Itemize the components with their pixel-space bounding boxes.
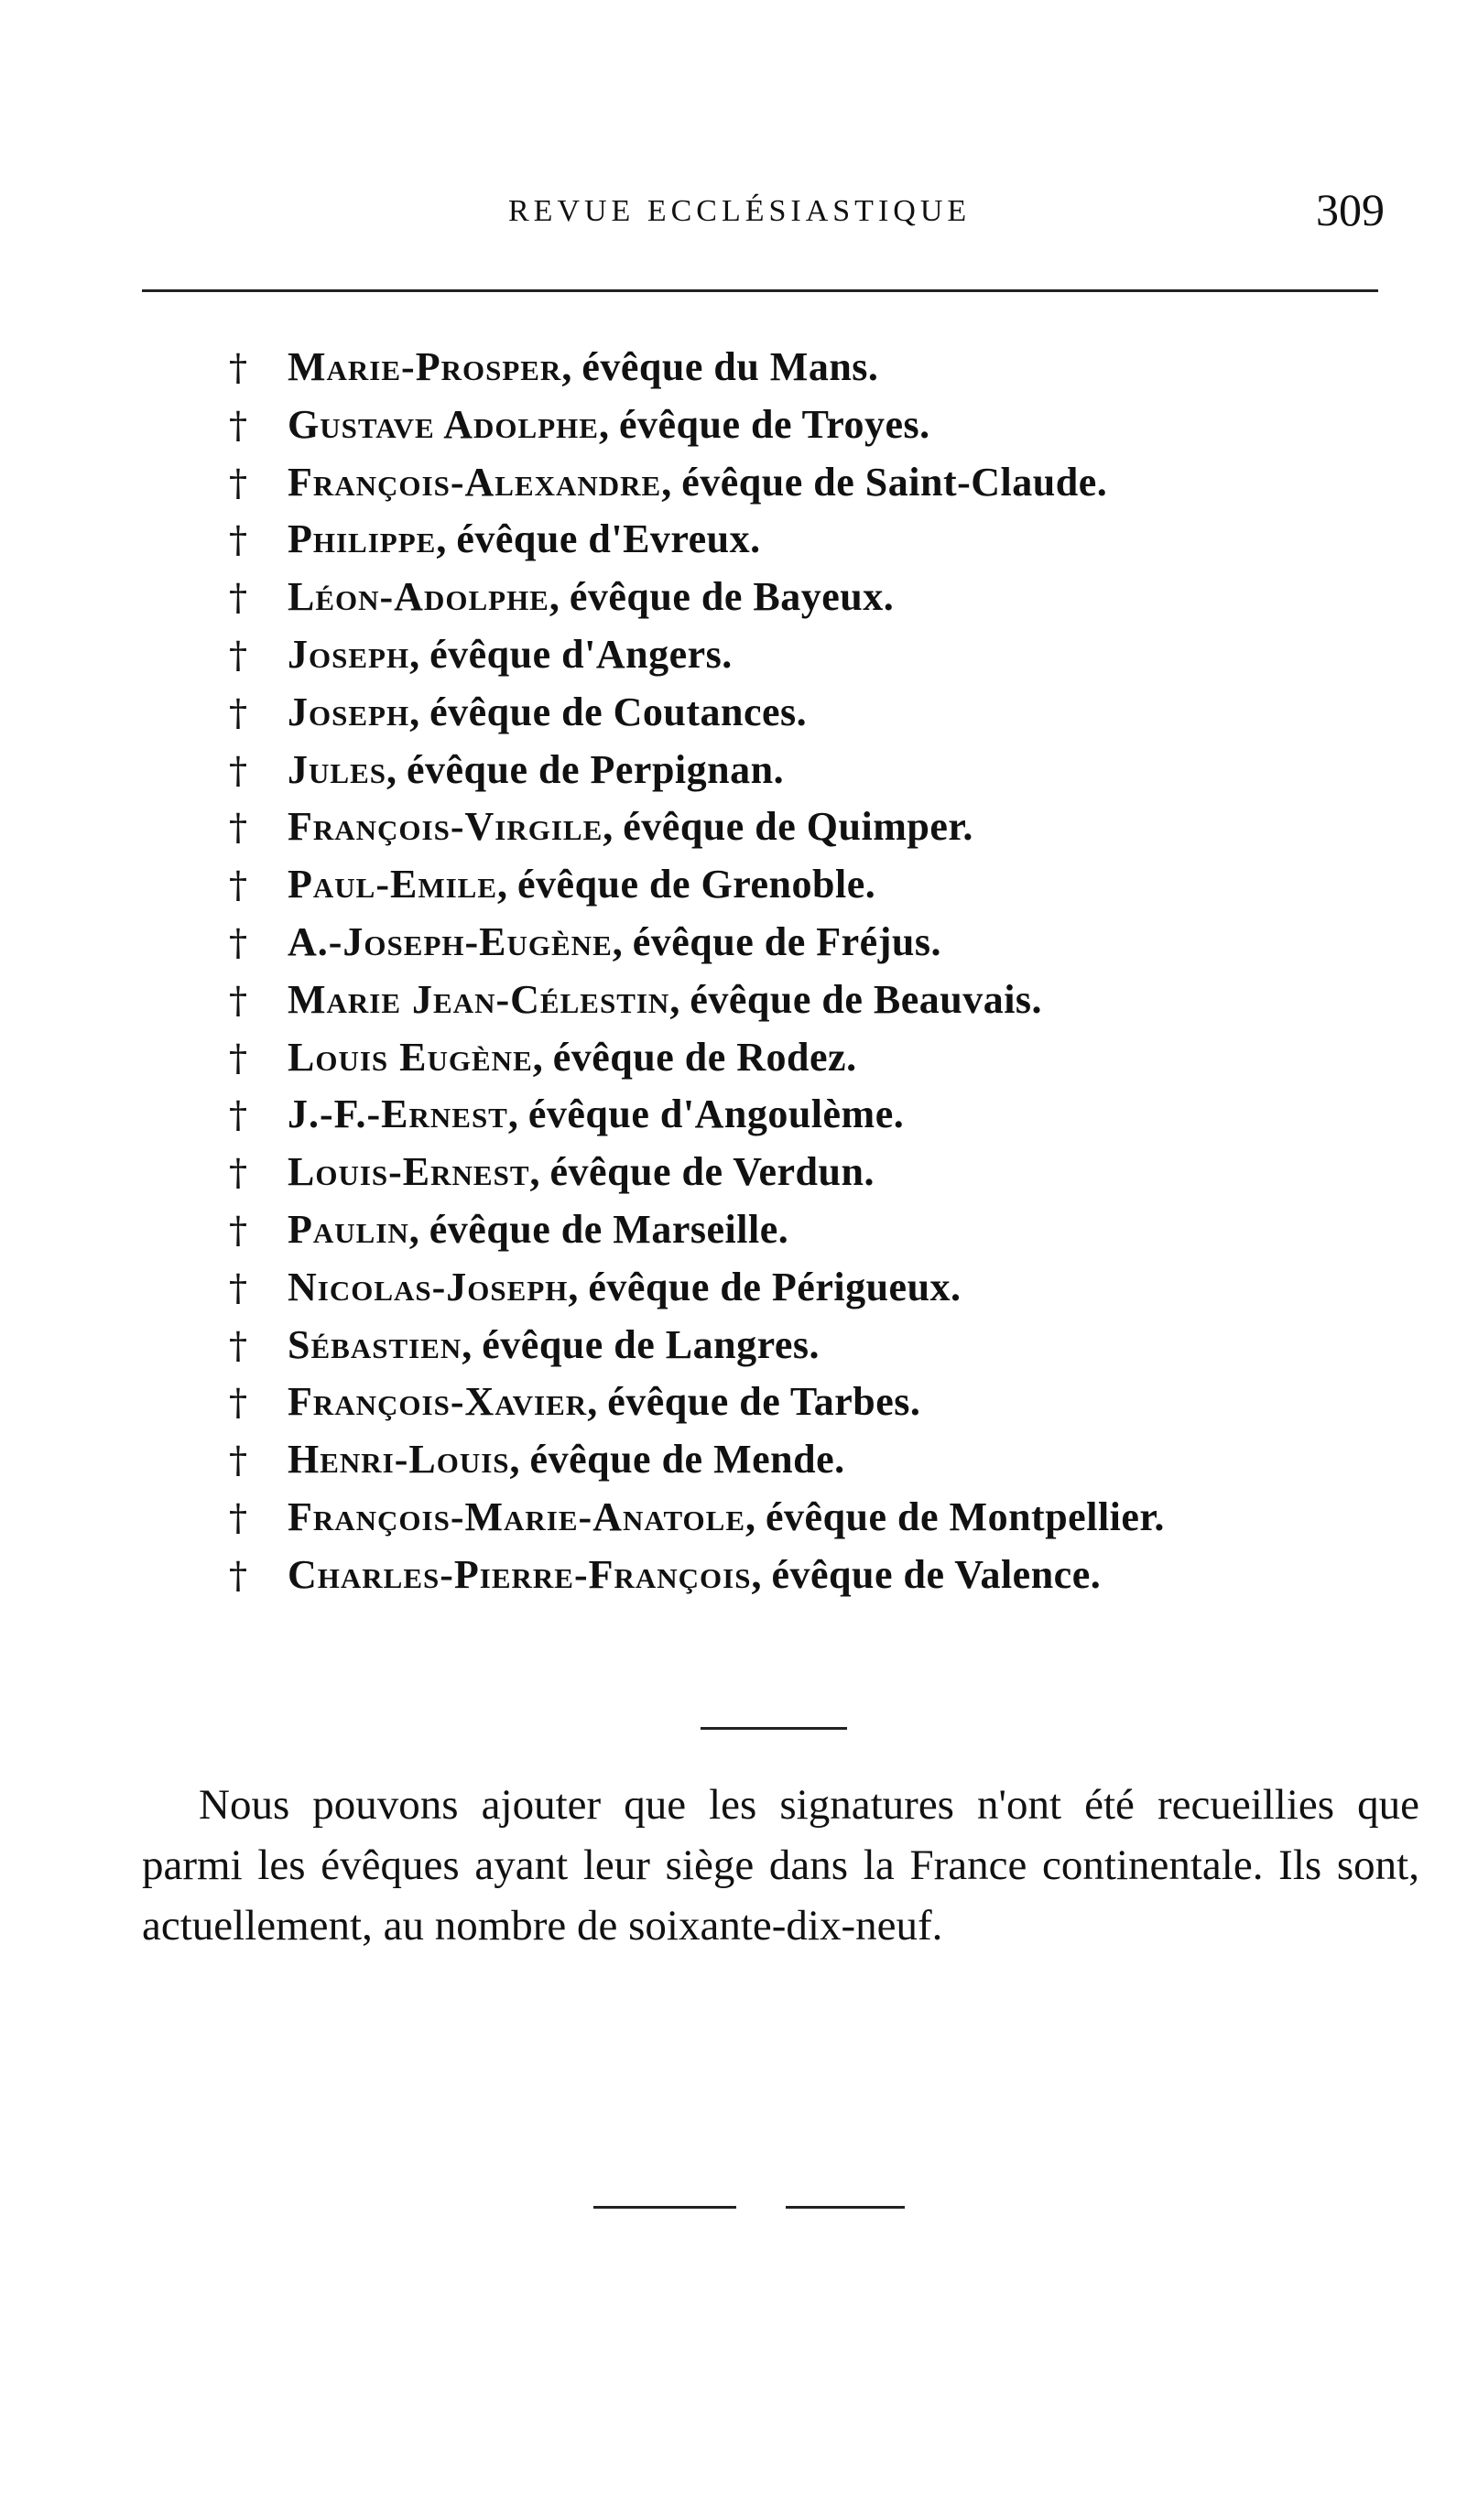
bishop-name: Paulin xyxy=(288,1206,409,1252)
cross-icon: † xyxy=(229,1439,247,1483)
bishop-entry xyxy=(229,626,1419,684)
separator: , xyxy=(386,746,407,792)
separator: , xyxy=(409,631,430,677)
separator: , xyxy=(497,862,518,907)
cross-icon: † xyxy=(229,1382,247,1425)
separator: , xyxy=(532,1034,553,1080)
bishop-see: évêque de Beauvais. xyxy=(690,976,1043,1022)
bishop-name: Joseph xyxy=(288,631,410,677)
bishop-see: évêque de Rodez. xyxy=(552,1034,857,1080)
bishop-name: François-Alexandre xyxy=(288,459,662,505)
bishop-entry xyxy=(229,1374,1419,1431)
cross-icon: † xyxy=(229,1152,247,1195)
bishop-see: évêque de Fréjus. xyxy=(632,918,941,964)
separator: , xyxy=(561,344,582,389)
bishop-name: François-Marie-Anatole xyxy=(288,1494,746,1539)
separator: , xyxy=(612,918,633,964)
end-rule-left xyxy=(593,2206,736,2209)
separator: , xyxy=(661,459,682,505)
bishop-entry xyxy=(229,569,1419,626)
bishop-entry xyxy=(229,798,1419,856)
separator: , xyxy=(587,1379,608,1425)
cross-icon: † xyxy=(229,1266,247,1309)
cross-icon: † xyxy=(229,691,247,734)
bishop-entry xyxy=(229,1489,1419,1547)
separator: , xyxy=(509,1437,530,1483)
bishop-name: Nicolas-Joseph xyxy=(288,1264,569,1309)
bishop-see: évêque de Grenoble. xyxy=(517,862,876,907)
bishop-name: Gustave Adolphe xyxy=(288,401,599,447)
cross-icon: † xyxy=(229,807,247,850)
page-number: 309 xyxy=(1316,184,1385,235)
bishop-see: évêque d'Angers. xyxy=(429,631,733,677)
bishop-entry xyxy=(229,1259,1419,1317)
cross-icon: † xyxy=(229,979,247,1022)
bishop-name: Henri-Louis xyxy=(288,1437,510,1483)
separator: , xyxy=(751,1551,772,1597)
bishop-see: évêque de Langres. xyxy=(482,1321,820,1367)
bishop-see: évêque de Mende. xyxy=(529,1437,845,1483)
cross-icon: † xyxy=(229,519,247,562)
bishop-see: évêque de Marseille. xyxy=(429,1206,789,1252)
separator: , xyxy=(568,1264,589,1309)
cross-icon: † xyxy=(229,462,247,505)
separator: , xyxy=(408,1206,429,1252)
running-title: REVUE ECCLÉSIASTIQUE xyxy=(508,194,972,228)
bishop-see: évêque de Valence. xyxy=(771,1551,1102,1597)
bishop-see: évêque de Quimper. xyxy=(623,804,973,850)
separator: , xyxy=(603,804,624,850)
separator: , xyxy=(745,1494,766,1539)
cross-icon: † xyxy=(229,1209,247,1252)
bishop-signature-list xyxy=(229,339,1419,1604)
bishop-name: Louis-Ernest xyxy=(288,1149,530,1195)
bishop-entry xyxy=(229,972,1419,1029)
bishop-see: évêque de Bayeux. xyxy=(569,574,895,620)
bishop-name: Philippe xyxy=(288,516,437,562)
cross-icon: † xyxy=(229,1496,247,1539)
cross-icon: † xyxy=(229,577,247,620)
bishop-entry xyxy=(229,1317,1419,1374)
bishop-entry xyxy=(229,1144,1419,1201)
bishop-see: évêque de Coutances. xyxy=(429,689,808,734)
cross-icon: † xyxy=(229,404,247,447)
bishop-name: Jules xyxy=(288,746,386,792)
cross-icon: † xyxy=(229,347,247,389)
bishop-entry xyxy=(229,742,1419,799)
header-rule xyxy=(142,289,1378,292)
bishop-see: évêque de Tarbes. xyxy=(607,1379,921,1425)
bishop-entry xyxy=(229,1201,1419,1259)
bishop-name: Sébastien xyxy=(288,1321,462,1367)
cross-icon: † xyxy=(229,1324,247,1367)
bishop-name: François-Virgile xyxy=(288,804,603,850)
cross-icon: † xyxy=(229,921,247,964)
cross-icon: † xyxy=(229,1094,247,1137)
bishop-name: François-Xavier xyxy=(288,1379,588,1425)
bishop-entry xyxy=(229,511,1419,569)
bishop-see: évêque d'Angoulème. xyxy=(527,1092,905,1137)
bishop-entry xyxy=(229,914,1419,972)
closing-paragraph: Nous pouvons ajouter que les signatures n'ont été recueillies que parmi les évêques ayant leur siège dans la France continentale. Ils sont, actuellement, au nombre de soixante-dix-neuf. xyxy=(142,1781,1419,1950)
cross-icon: † xyxy=(229,1554,247,1597)
cross-icon: † xyxy=(229,749,247,792)
bishop-see: évêque de Montpellier. xyxy=(766,1494,1165,1539)
separator: , xyxy=(669,976,690,1022)
bishop-see: évêque de Verdun. xyxy=(549,1149,875,1195)
separator: , xyxy=(409,689,430,734)
bishop-entry xyxy=(229,856,1419,914)
bishop-name: J.-F.-Ernest xyxy=(288,1092,508,1137)
page-header xyxy=(0,183,1478,238)
bishop-see: évêque du Mans. xyxy=(581,344,879,389)
bishop-entry xyxy=(229,454,1419,512)
bishop-name: Joseph xyxy=(288,689,410,734)
bishop-name: Marie-Prosper xyxy=(288,344,562,389)
bishop-entry xyxy=(229,339,1419,396)
bishop-see: évêque de Saint-Claude. xyxy=(681,459,1108,505)
bishop-name: A.-Joseph-Eugène xyxy=(288,918,613,964)
bishop-name: Marie Jean-Célestin xyxy=(288,976,670,1022)
cross-icon: † xyxy=(229,1037,247,1080)
bishop-name: Léon-Adolphe xyxy=(288,574,549,620)
bishop-entry xyxy=(229,1029,1419,1087)
bishop-name: Charles-Pierre-François xyxy=(288,1551,752,1597)
separator: , xyxy=(436,516,457,562)
bishop-see: évêque de Perpignan. xyxy=(406,746,785,792)
bishop-entry xyxy=(229,1086,1419,1144)
section-divider xyxy=(701,1727,847,1730)
bishop-entry xyxy=(229,1431,1419,1489)
bishop-entry xyxy=(229,396,1419,454)
separator: , xyxy=(549,574,570,620)
cross-icon: † xyxy=(229,864,247,907)
bishop-see: évêque de Périgueux. xyxy=(588,1264,962,1309)
bishop-see: évêque d'Evreux. xyxy=(456,516,761,562)
bishop-see: évêque de Troyes. xyxy=(618,401,930,447)
bishop-entry xyxy=(229,684,1419,742)
separator: , xyxy=(529,1149,550,1195)
bishop-name: Louis Eugène xyxy=(288,1034,533,1080)
end-rule-right xyxy=(786,2206,905,2209)
separator: , xyxy=(462,1321,483,1367)
bishop-name: Paul-Emile xyxy=(288,862,498,907)
separator: , xyxy=(507,1092,528,1137)
separator: , xyxy=(598,401,619,447)
bishop-entry xyxy=(229,1547,1419,1604)
cross-icon: † xyxy=(229,634,247,677)
